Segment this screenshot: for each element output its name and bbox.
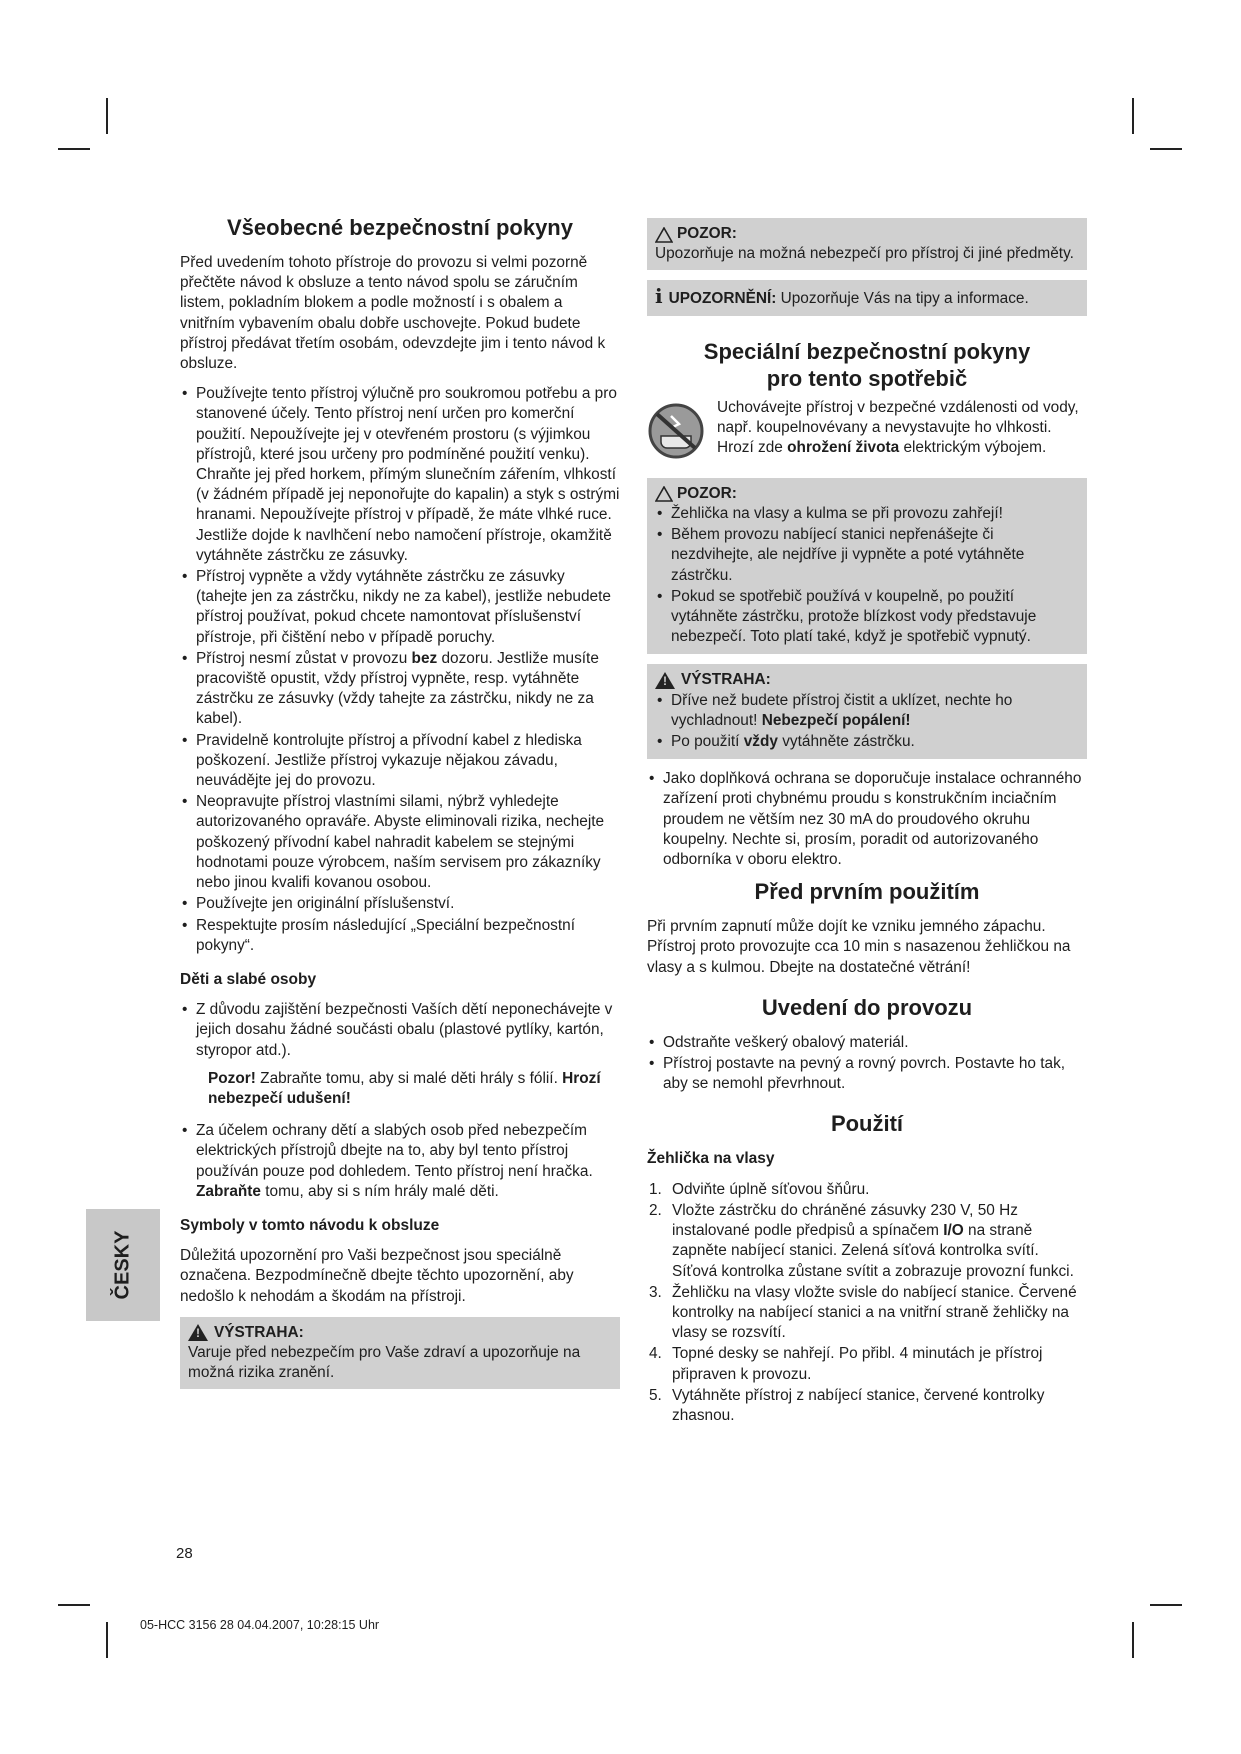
general-safety-list	[180, 384, 620, 956]
water-warning	[647, 398, 1087, 466]
caution-text: Upozorňuje na možná nebezpečí pro přístroj či jiné předměty.	[655, 245, 1074, 263]
notice-label: UPOZORNĚNÍ:	[668, 290, 777, 308]
hair-straightener-heading: Žehlička na vlasy	[647, 1150, 775, 1168]
warning-label: VÝSTRAHA:	[681, 671, 771, 689]
children-list	[180, 1000, 620, 1061]
crop-mark	[58, 148, 90, 150]
children-heading: Děti a slabé osoby	[180, 970, 317, 988]
list-item: 4. Topné desky se nahřejí. Po přibl. 4 minutách je přístroj připraven k provozu.	[649, 1345, 1043, 1383]
warning-box	[180, 1317, 620, 1390]
info-icon: i	[655, 284, 663, 309]
special-safety-subtitle: pro tento spotřebič	[766, 365, 968, 391]
language-tab	[86, 1209, 160, 1321]
crop-mark	[106, 98, 108, 134]
list-item: 1. Odviňte úplně síťovou šňůru.	[649, 1180, 870, 1198]
list-item: • Přístroj vypněte a vždy vytáhněte zástrčku ze zásuvky (tahejte jen za zástrčku, nikdy ne za kabel), jestliže nebudete přístroj používat, pokud chcete namontovat příslušenství přístroje, při čištění nebo v případě poruchy.	[180, 567, 620, 648]
suffocation-note: Pozor! Zabraňte tomu, aby si malé děti hrály s fólií. Hrozí nebezpečí udušení!	[208, 1069, 601, 1107]
list-item: • Dříve než budete přístroj čistit a uklízet, nechte ho vychladnout! Nebezpečí popálení!	[655, 691, 1079, 731]
water-warning-text: Uchovávejte přístroj v bezpečné vzdálenosti od vody, např. koupelnovévany a nevystavujte ho vlhkosti. Hrozí zde ohrožení života elektrickým výbojem.	[717, 398, 1079, 457]
crop-mark	[1150, 148, 1182, 150]
list-item: • Přístroj nesmí zůstat v provozu bez dozoru. Jestliže musíte pracoviště opustit, vždy přístroj vypněte, resp. vytáhněte zástrčku ze zásuvky (vždy tahejte za zástrčku, nikdy ne za kabel).	[180, 649, 620, 730]
list-item: • Používejte jen originální příslušenství.	[180, 894, 620, 914]
crop-mark	[1150, 1604, 1182, 1606]
list-item: • Jako doplňková ochrana se doporučuje instalace ochranného zařízení proti chybnému proudu s konstrukčním inciačním proudem ne větším nez 30 mA do proudového okruhu koupelny. Nechte si, prosím, poradit od autorizovaného odborníka v oboru elektro.	[647, 769, 1087, 870]
list-item: • Používejte tento přístroj výlučně pro soukromou potřebu a pro stanovené účely. Tento přístroj není určen pro komerční použití. Nepoužívejte jej v otevřeném prostoru (s výjimkou přístrojů, které jsou určeny pro podmíněné použití venku). Chraňte jej před horkem, přímým slunečním zářením, vlhkostí (v žádném případě jej neponořujte do kapalin) a styk s ostrými hranami. Nepoužívejte přístroj v případě, že máte vlhké ruce. Jestliže dojde k navlhčení nebo namočení přístroje, okamžitě vytáhněte zástrčku ze zásuvky.	[180, 384, 620, 566]
rcd-list	[647, 769, 1087, 870]
no-water-icon	[647, 402, 707, 466]
caution-triangle-icon	[655, 486, 671, 501]
language-tab-label: ČESKY	[111, 1230, 134, 1300]
startup-list	[647, 1033, 1087, 1095]
list-item: • Pokud se spotřebič používá v koupelně, po použití vytáhněte zástrčku, protože blízkost vody představuje nebezpečí. Toto platí také, když je spotřebič vypnutý.	[655, 587, 1079, 648]
usage-steps	[647, 1180, 1087, 1426]
list-item: • Neopravujte přístroj vlastními silami, nýbrž vyhledejte autorizovaného opraváře. Abyste eliminovali rizika, nechejte poškozený přívodní kabel nahradit kabelem se stejnými hodnotami pouze výrobcem, naším servisem pro zákazníky nebo jinou kvalifi kovanou osobou.	[180, 792, 620, 893]
list-item: • Z důvodu zajištění bezpečnosti Vaších dětí neponechávejte v jejich dosahu žádné součásti obalu (plastové pytlíky, kartón, styropor atd.).	[180, 1000, 620, 1061]
list-item: • Za účelem ochrany dětí a slabých osob před nebezpečím elektrických přístrojů dbejte na to, aby byl tento přístroj používán pouze pod dohledem. Tento přístroj není hračka. Zabraňte tomu, aby si s ním hrály malé děti.	[180, 1121, 620, 1202]
list-item: 3. Žehličku na vlasy vložte svisle do nabíjecí stanice. Červené kontrolky na nabíjecí stanici a na vnitřní straně žehličky na vlasy se rozsvítí.	[649, 1283, 1077, 1342]
caution-label: POZOR:	[677, 225, 737, 242]
notice-box	[647, 280, 1087, 315]
first-use-title: Před prvním použitím	[754, 879, 980, 905]
warning-text: Varuje před nebezpečím pro Vaše zdraví a upozorňuje na možná rizika zranění.	[188, 1343, 581, 1382]
list-item: • Pravidelně kontrolujte přístroj a přívodní kabel z hlediska poškození. Jestliže přístroj vykazuje nějakou závadu, neuvádějte jej do provozu.	[180, 731, 620, 792]
left-column	[180, 214, 620, 1399]
first-use-text: Při prvním zapnutí může dojít ke vzniku jemného zápachu. Přístroj proto provozujte cca 10 min s nasazenou žehličkou na vlasy a s kulmou. Dbejte na dostatečné větrání!	[647, 918, 1071, 976]
startup-title: Uvedení do provozu	[761, 994, 973, 1020]
warning-label: VÝSTRAHA:	[214, 1323, 304, 1341]
print-footer: 05-HCC 3156 28 04.04.2007, 10:28:15 Uhr	[140, 1618, 380, 1632]
crop-mark	[58, 1604, 90, 1606]
crop-mark	[106, 1622, 108, 1658]
caution-box-2	[647, 478, 1087, 655]
page-number: 28	[176, 1545, 193, 1562]
list-item: 5. Vytáhněte přístroj z nabíjecí stanice, červené kontrolky zhasnou.	[649, 1386, 1045, 1424]
list-item: • Během provozu nabíjecí stanici nepřenášejte či nezdvihejte, ale nejdříve ji vypněte a poté vytáhněte zástrčku.	[655, 525, 1079, 586]
special-safety-title: Speciální bezpečnostní pokyny	[703, 338, 1031, 364]
caution-box	[647, 218, 1087, 270]
warning-list	[655, 691, 1079, 753]
list-item: • Respektujte prosím následující „Speciální bezpečnostní pokyny“.	[180, 916, 620, 956]
symbols-heading: Symboly v tomto návodu k obsluze	[180, 1216, 440, 1234]
general-safety-intro: Před uvedením tohoto přístroje do provozu si velmi pozorně přečtěte návod k obsluze a tento návod spolu se záručním listem, pokladním blokem a podle možností i s obalem a vnitřním vybavením obalu dobře uschovejte. Pokud budete přístroj předávat třetím osobám, odevzdejte jim i tento návod k obsluze.	[180, 254, 606, 373]
caution-label: POZOR:	[677, 484, 737, 502]
list-item: • Přístroj postavte na pevný a rovný povrch. Postavte ho tak, aby se nemohl převrhnout.	[647, 1054, 1087, 1094]
caution-triangle-icon	[655, 227, 671, 242]
list-item: • Po použití vždy vytáhněte zástrčku.	[655, 732, 1079, 752]
crop-mark	[1132, 1622, 1134, 1658]
children-list-2	[180, 1121, 620, 1202]
warning-triangle-icon	[655, 672, 675, 689]
notice-text: Upozorňuje Vás na tipy a informace.	[776, 290, 1029, 308]
right-column	[647, 218, 1087, 1434]
crop-mark	[1132, 98, 1134, 134]
list-item: • Odstraňte veškerý obalový materiál.	[647, 1033, 1087, 1053]
warning-box-2	[647, 664, 1087, 759]
caution-list	[655, 504, 1079, 647]
warning-triangle-icon	[188, 1324, 208, 1341]
list-item: • Žehlička na vlasy a kulma se při provozu zahřejí!	[655, 504, 1079, 524]
general-safety-title: Všeobecné bezpečnostní pokyny	[227, 215, 573, 240]
list-item: 2. Vložte zástrčku do chráněné zásuvky 230 V, 50 Hz instalované podle předpisů a spínačem I/O na straně zapněte nabíjecí stanici. Zelená síťová kontrolka svítí. Síťová kontrolka zůstane svítit a zobrazuje provozní funkci.	[649, 1201, 1074, 1280]
usage-title: Použití	[830, 1111, 904, 1137]
symbols-text: Důležitá upozornění pro Vaši bezpečnost jsou speciálně označena. Bezpodmínečně dbejte těchto upozornění, aby nedošlo k nehodám a škodám na přístroji.	[180, 1247, 574, 1305]
